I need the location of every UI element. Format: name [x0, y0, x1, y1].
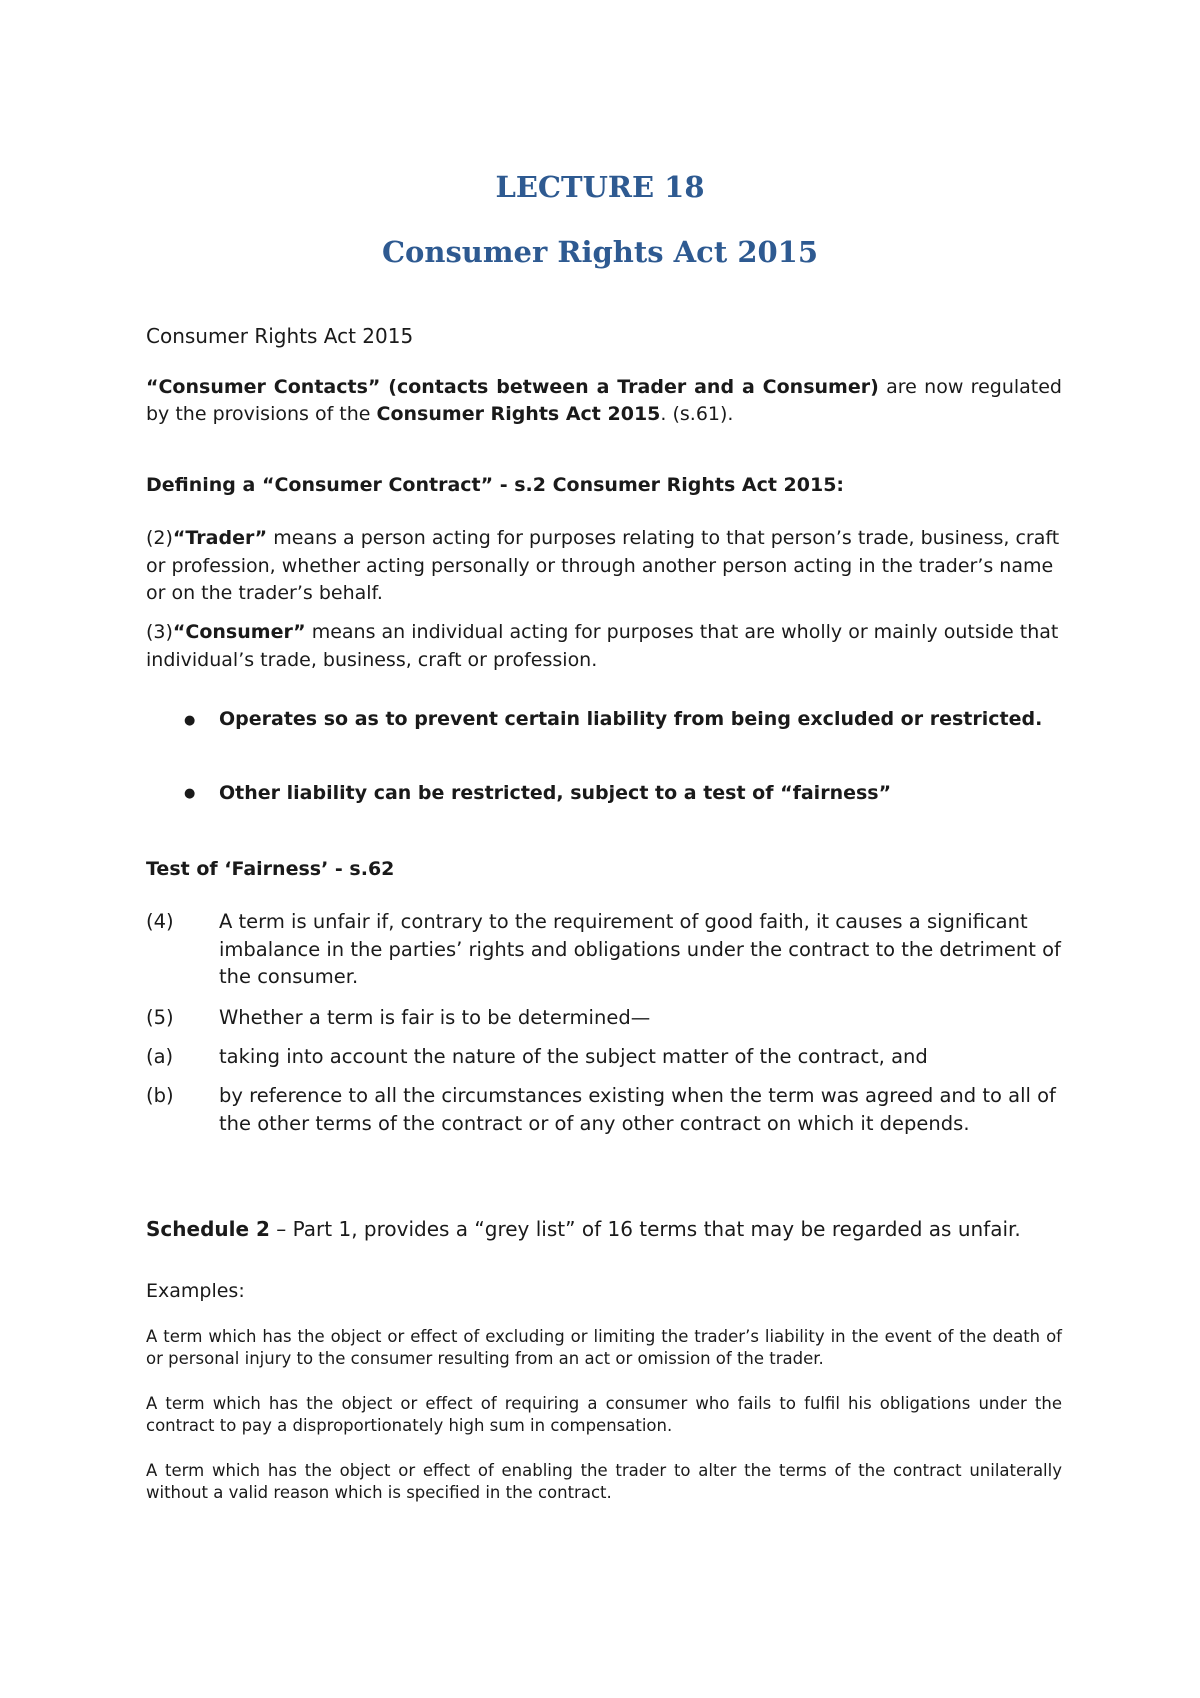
schedule-text: – Part 1, provides a “grey list” of 16 terms that may be regarded as unfair. — [269, 1217, 1021, 1241]
bullet-item: Operates so as to prevent certain liability from being excluded or restricted. — [219, 708, 1043, 730]
item-text: Whether a term is fair is to be determined— — [219, 1006, 651, 1029]
item-text: A term is unfair if, contrary to the requirement of good faith, it causes a significant imbalance in the parties’ rights and obligations under the contract to the detriment of the consumer. — [219, 910, 1061, 988]
intro-text: are now regulated by the provisions of the — [146, 376, 1062, 425]
consumer-term: “Consumer” — [172, 621, 306, 643]
example-item: A term which has the object or effect of excluding or limiting the trader’s liability in the event of the death of or personal injury to the consumer resulting from an act or omission of the trader. — [146, 1327, 1062, 1368]
trader-definition — [146, 525, 1062, 608]
schedule-paragraph — [146, 1216, 1062, 1243]
item-number: (4) — [146, 910, 174, 933]
trader-number: (2) — [146, 527, 173, 549]
trader-text: means a person acting for purposes relating to that person’s trade, business, craft or profession, whether acting personally or through another person acting in the trader’s name or on the trader’s behalf. — [146, 527, 1060, 604]
item-number: (5) — [146, 1006, 174, 1029]
item-text: taking into account the nature of the subject matter of the contract, and — [219, 1045, 928, 1068]
intro-section-ref: . (s.61). — [660, 403, 734, 425]
bullet-item: Other liability can be restricted, subject to a test of “fairness” — [219, 782, 892, 804]
intro-heading: Consumer Rights Act 2015 — [146, 324, 414, 348]
consumer-number: (3) — [146, 621, 173, 643]
example-item: A term which has the object or effect of enabling the trader to alter the terms of the contract unilaterally without a valid reason which is specified in the contract. — [146, 1461, 1062, 1502]
intro-bold-phrase: “Consumer Contacts” (contacts between a Trader and a Consumer) — [146, 376, 879, 398]
act-subtitle: Consumer Rights Act 2015 — [381, 235, 819, 269]
intro-act-name: Consumer Rights Act 2015 — [376, 403, 661, 425]
intro-paragraph — [146, 374, 1062, 428]
item-text: by reference to all the circumstances existing when the term was agreed and to all of the other terms of the contract or of any other contract on which it depends. — [219, 1084, 1056, 1135]
bullet-dot-icon: ● — [184, 713, 196, 728]
bullet-dot-icon: ● — [184, 786, 196, 801]
lecture-title: LECTURE 18 — [495, 170, 705, 204]
examples-label: Examples: — [146, 1280, 245, 1302]
example-item: A term which has the object or effect of requiring a consumer who fails to fulfil his obligations under the contract to pay a disproportionately high sum in compensation. — [146, 1394, 1062, 1435]
consumer-text: means an individual acting for purposes that are wholly or mainly outside that individual’s trade, business, craft or profession. — [146, 621, 1059, 671]
fairness-heading: Test of ‘Fairness’ - s.62 — [146, 858, 395, 880]
item-number: (a) — [146, 1045, 174, 1068]
defining-heading: Defining a “Consumer Contract” - s.2 Consumer Rights Act 2015: — [146, 474, 845, 496]
consumer-definition — [146, 619, 1062, 674]
schedule-bold: Schedule 2 — [146, 1217, 270, 1241]
item-number: (b) — [146, 1084, 174, 1107]
trader-term: “Trader” — [172, 527, 268, 549]
